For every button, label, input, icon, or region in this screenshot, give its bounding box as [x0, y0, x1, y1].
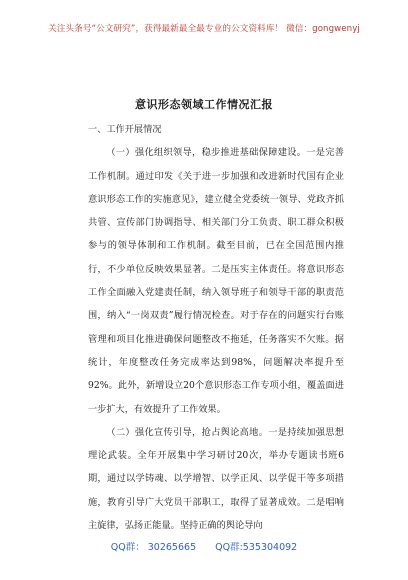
paragraph-1: （一）强化组织领导，稳步推进基础保障建设。一是完善工作机制。通过印发《关于进一步加强和改进新时代国有企业意识形态工作的实施意见》，建立健全党委统一领导、党政齐抓共管、宣传部门协调指导、相关部门分工负责、职工群众积极参与的领导体制和工作机制。截至目前，已在全国范围内推行，不少单位反映效果显著。二是压实主体责任。将意识形态工作全面融入党建责任制，纳入领导班子和领导干部的职责范围，纳入“一岗双责”履行情况检查。对于存在的问题实行台账管理和项目化推进确保问题整改不拖延，任务落实不欠账。据统计，年度整改任务完成率达到98%，问题解决率提升至92%。此外，新增设立20个意识形态工作专项小组，覆盖面进一步扩大，有效提升了工作效果。 — [88, 147, 344, 415]
qq-footer — [0, 539, 408, 553]
qq-group-2: QQ群:535304092 — [215, 542, 298, 553]
paragraph-2: （二）强化宣传引导，抢占舆论高地。一是持续加强思想理论武装。全年开展集中学习研讨20次，举办专题读书班6期，通过以学铸魂、以学增智、以学正风、以学促干等多项措施，教育引导广大党员干部职工，取得了显著成效。二是唱响主旋律，弘扬正能量。坚持正确的舆论导向 — [88, 426, 344, 532]
document-body — [88, 118, 344, 537]
document-title: 意识形态领域工作情况汇报 — [135, 98, 273, 111]
promo-header: 关注头条号“公文研究”，获得最新最全最专业的公文资料库！ 微信：gongwenyj — [48, 24, 360, 34]
qq-group-1: QQ群： 30265665 — [110, 542, 197, 553]
section-heading: 一、工作开展情况 — [88, 124, 162, 135]
